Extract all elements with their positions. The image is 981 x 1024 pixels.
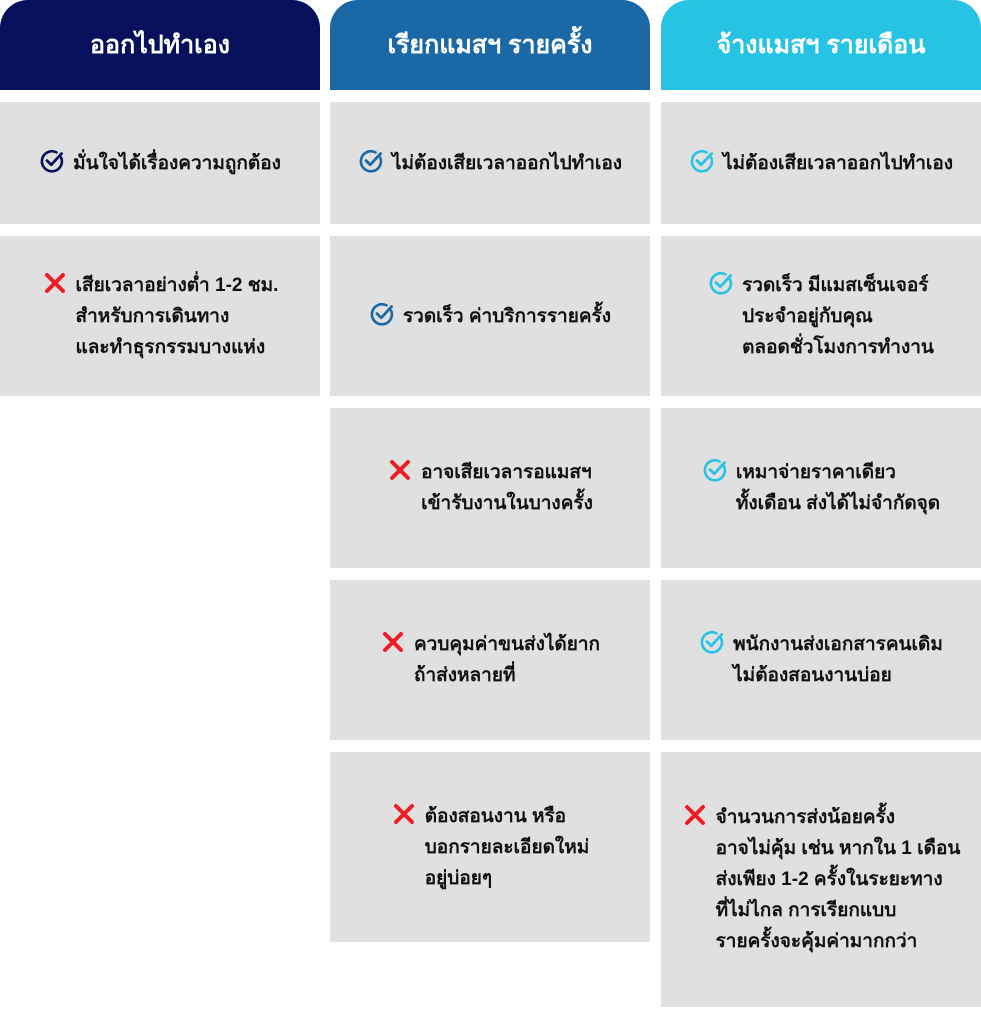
comparison-cell [330, 408, 650, 568]
column-self-service [0, 0, 320, 408]
cell-text: ควบคุมค่าขนส่งได้ยาก ถ้าส่งหลายที่ [413, 634, 601, 686]
cell-text: ไม่ต้องเสียเวลาออกไปทำเอง [391, 152, 623, 174]
cell-item [369, 301, 611, 332]
column-cells [661, 102, 981, 1007]
comparison-cell [661, 236, 981, 396]
cell-text: ต้องสอนงาน หรือ บอกรายละเอียดใหม่ อยู่บ่อยๆ [424, 805, 590, 889]
column-cells [330, 102, 650, 942]
cell-item [391, 801, 590, 894]
cell-item [358, 148, 622, 179]
cross-icon [391, 801, 417, 827]
column-monthly-messenger [661, 0, 981, 1019]
cell-item [682, 802, 961, 957]
column-title: ออกไปทำเอง [90, 31, 230, 59]
check-circle-icon [699, 629, 725, 655]
cross-icon [682, 802, 708, 828]
column-title: เรียกแมสฯ รายครั้ง [387, 31, 593, 59]
cell-text: มั่นใจได้เรื่องความถูกต้อง [73, 152, 281, 174]
comparison-cell [330, 102, 650, 224]
cell-item [387, 457, 593, 519]
comparison-cell [661, 580, 981, 740]
comparison-cell [0, 236, 320, 396]
check-circle-icon [708, 270, 734, 296]
column-header [0, 0, 320, 90]
cell-item [702, 457, 940, 519]
cross-icon [42, 270, 68, 296]
comparison-cell [661, 752, 981, 1007]
cell-item [699, 629, 943, 691]
comparison-cell [661, 102, 981, 224]
cross-icon [380, 629, 406, 655]
check-circle-icon [702, 457, 728, 483]
column-per-trip-messenger [330, 0, 650, 954]
cell-text: รวดเร็ว มีแมสเซ็นเจอร์ ประจำอยู่กับคุณ ตลอดชั่วโมงการทำงาน [742, 274, 934, 358]
cell-item [39, 148, 281, 179]
column-header [661, 0, 981, 90]
cell-text: เสียเวลาอย่างต่ำ 1-2 ชม. สำหรับการเดินทาง และทำธุรกรรมบางแห่ง [75, 274, 279, 358]
check-circle-icon [358, 148, 384, 174]
comparison-cell [330, 752, 650, 942]
cell-text: รวดเร็ว ค่าบริการรายครั้ง [402, 305, 612, 327]
cell-item [689, 148, 953, 179]
cell-text: อาจเสียเวลารอแมสฯ เข้ารับงานในบางครั้ง [421, 462, 593, 514]
column-title: จ้างแมสฯ รายเดือน [716, 31, 926, 59]
cell-item [708, 270, 934, 363]
cell-item [42, 270, 279, 363]
check-circle-icon [39, 148, 65, 174]
cell-text: จำนวนการส่งน้อยครั้ง อาจไม่คุ้ม เช่น หากใน 1 เดือน ส่งเพียง 1-2 ครั้งในระยะทาง ที่ไม่ไกล การเรียกแบบ รายครั้งจะคุ้มค่ามากกว่า [715, 807, 961, 952]
check-circle-icon [369, 301, 395, 327]
comparison-cell [330, 236, 650, 396]
cross-icon [387, 457, 413, 483]
cell-text: ไม่ต้องเสียเวลาออกไปทำเอง [722, 152, 954, 174]
column-header [330, 0, 650, 90]
comparison-cell [661, 408, 981, 568]
cell-item [380, 629, 600, 691]
cell-text: พนักงานส่งเอกสารคนเดิม ไม่ต้องสอนงานบ่อย [733, 634, 943, 686]
cell-text: เหมาจ่ายราคาเดียว ทั้งเดือน ส่งได้ไม่จำกัดจุด [735, 462, 941, 514]
column-cells [0, 102, 320, 396]
comparison-cell [0, 102, 320, 224]
comparison-cell [330, 580, 650, 740]
check-circle-icon [689, 148, 715, 174]
